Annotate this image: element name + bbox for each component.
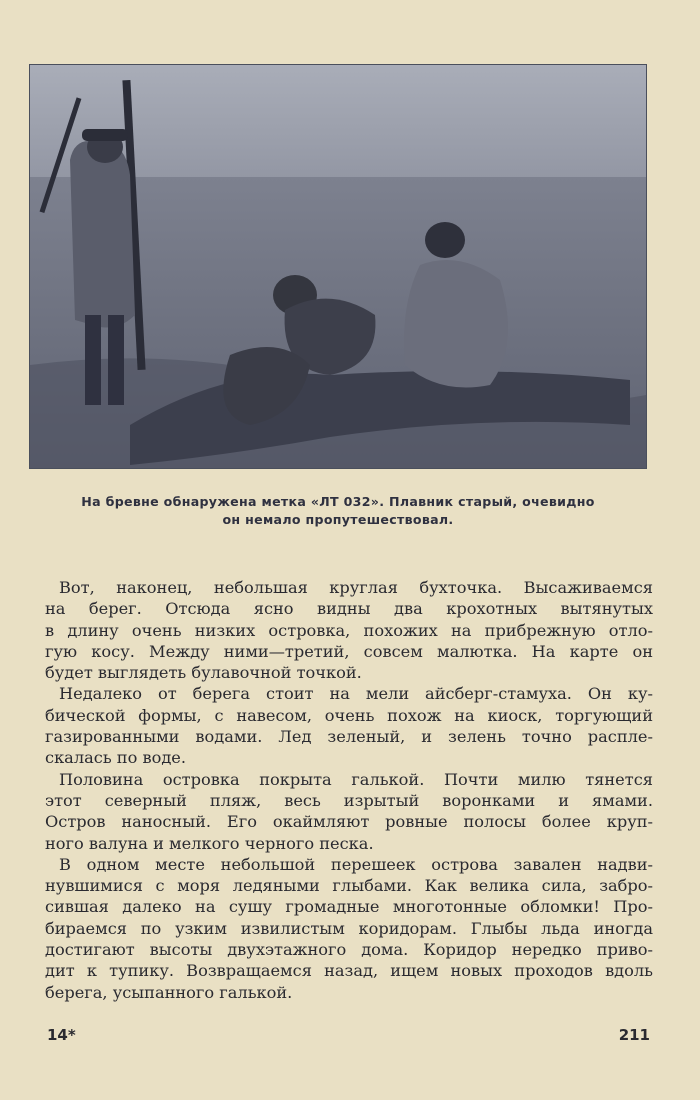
photo-caption <box>38 493 638 529</box>
caption-line-2: он немало пропутешествовал. <box>222 512 454 527</box>
page-number: 211 <box>618 1026 650 1044</box>
text-line: будет выглядеть булавочной точкой. <box>45 663 362 683</box>
text-line: этот северный пляж, весь изрытый воронками и ямами. <box>45 790 653 810</box>
text-line: нувшимися с моря ледяными глыбами. Как велика сила, забро- <box>45 876 653 896</box>
text-line: в длину очень низких островка, похожих на прибрежную отло- <box>45 620 653 640</box>
photograph <box>30 65 646 468</box>
photo-illustration <box>30 65 646 468</box>
text-line: Остров наносный. Его окаймляют ровные полосы более круп- <box>45 812 653 832</box>
text-line: В одном месте небольшой перешеек острова завален надви- <box>59 854 653 874</box>
text-line: достигают высоты двухэтажного дома. Коридор нередко приво- <box>45 940 653 960</box>
text-line: гую косу. Между ними—третий, совсем малютка. На карте он <box>45 641 653 661</box>
text-line: берега, усыпанного галькой. <box>45 982 293 1002</box>
body-text <box>45 577 653 1003</box>
text-line: бической формы, с навесом, очень похож на киоск, торгующий <box>45 705 653 725</box>
text-line: Половина островка покрыта галькой. Почти милю тянется <box>59 769 653 789</box>
text-line: на берег. Отсюда ясно видны два крохотных вытянутых <box>45 599 653 619</box>
text-line: Вот, наконец, небольшая круглая бухточка. Высаживаемся <box>59 578 653 597</box>
text-line: газированными водами. Лед зеленый, и зелень точно распле- <box>45 727 653 747</box>
text-line: бираемся по узким извилистым коридорам. Глыбы льда иногда <box>45 918 653 938</box>
text-line: дит к тупику. Возвращаемся назад, ищем новых проходов вдоль <box>45 961 653 981</box>
caption-line-1: На бревне обнаружена метка «ЛТ 032». Плавник старый, очевидно <box>81 494 595 509</box>
text-line: сившая далеко на сушу громадные многотонные обломки! Про- <box>45 897 653 917</box>
signature-mark: 14* <box>47 1026 76 1044</box>
text-line: скалась по воде. <box>45 748 187 768</box>
text-line: Недалеко от берега стоит на мели айсберг-стамуха. Он ку- <box>59 684 653 704</box>
text-line: ного валуна и мелкого черного песка. <box>45 833 374 853</box>
